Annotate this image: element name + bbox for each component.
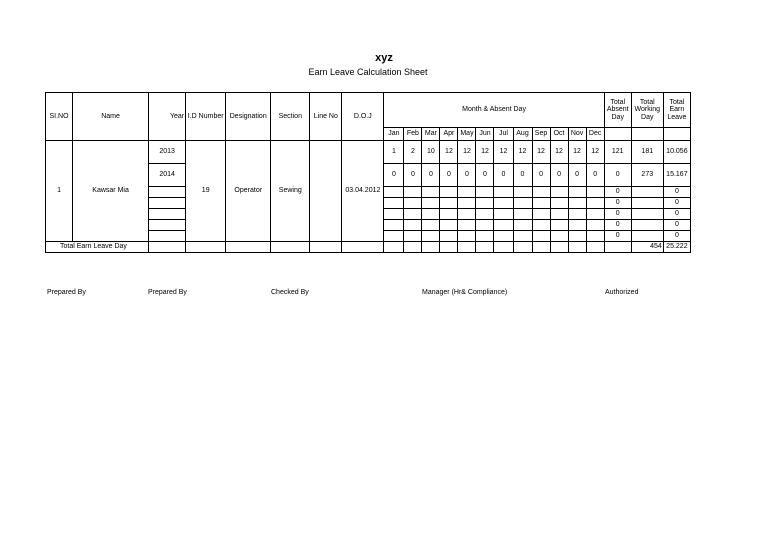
absent-cell: 0 (568, 164, 586, 187)
total-absent-cell: 0 (604, 220, 631, 231)
absent-cell (550, 220, 568, 231)
absent-cell (384, 198, 404, 209)
empty-cell (663, 128, 690, 141)
year-cell (149, 209, 186, 220)
absent-cell (532, 231, 550, 242)
absent-cell (550, 231, 568, 242)
total-earn-cell: 0 (663, 209, 690, 220)
total-earn-cell: 0 (663, 198, 690, 209)
empty-cell (384, 242, 404, 253)
absent-cell: 12 (494, 141, 513, 164)
empty-cell (604, 128, 631, 141)
absent-cell: 0 (422, 164, 440, 187)
empty-cell (149, 242, 186, 253)
absent-cell (568, 187, 586, 198)
absent-cell (404, 209, 422, 220)
total-earn-cell: 0 (663, 187, 690, 198)
total-absent-cell: 121 (604, 141, 631, 164)
absent-cell (440, 209, 458, 220)
absent-cell (513, 220, 532, 231)
absent-cell: 0 (458, 164, 476, 187)
absent-cell (404, 220, 422, 231)
absent-cell (404, 198, 422, 209)
month-header: Apr (440, 128, 458, 141)
absent-cell (458, 187, 476, 198)
total-absent-cell: 0 (604, 209, 631, 220)
absent-cell (513, 198, 532, 209)
prepared-by-label-2: Prepared By (148, 289, 187, 296)
absent-cell: 0 (532, 164, 550, 187)
month-header: Jul (494, 128, 513, 141)
month-header: Dec (586, 128, 604, 141)
month-header: Sep (532, 128, 550, 141)
absent-cell (476, 187, 494, 198)
absent-cell: 0 (494, 164, 513, 187)
col-header-total-working: Total Working Day (631, 93, 663, 128)
total-label: Total Earn Leave Day (46, 242, 149, 253)
absent-cell (422, 220, 440, 231)
absent-cell: 12 (532, 141, 550, 164)
absent-cell (532, 209, 550, 220)
absent-cell (568, 198, 586, 209)
absent-cell (568, 209, 586, 220)
empty-cell (226, 242, 271, 253)
absent-cell (494, 220, 513, 231)
absent-cell (550, 187, 568, 198)
absent-cell (513, 209, 532, 220)
year-cell (149, 220, 186, 231)
year-cell (149, 198, 186, 209)
col-header-month-absent: Month & Absent Day (384, 93, 604, 128)
employee-designation: Operator (226, 141, 271, 242)
absent-cell (440, 231, 458, 242)
col-header-year: Year (149, 93, 186, 141)
absent-cell (458, 220, 476, 231)
col-header-section: Section (271, 93, 310, 141)
absent-cell (550, 198, 568, 209)
absent-cell: 0 (550, 164, 568, 187)
absent-cell (422, 198, 440, 209)
table-row (46, 141, 691, 164)
year-cell (149, 187, 186, 198)
month-header: May (458, 128, 476, 141)
absent-cell: 12 (586, 141, 604, 164)
absent-cell (476, 231, 494, 242)
total-absent-cell: 0 (604, 187, 631, 198)
company-name: xyz (375, 52, 393, 64)
absent-cell (513, 231, 532, 242)
header-row (46, 93, 691, 128)
absent-cell: 0 (404, 164, 422, 187)
absent-cell (422, 187, 440, 198)
col-header-name: Name (73, 93, 149, 141)
employee-line-no (310, 141, 342, 242)
month-header: Feb (404, 128, 422, 141)
col-header-line-no: Line No (310, 93, 342, 141)
absent-cell (476, 209, 494, 220)
employee-name: Kawsar Mia (73, 141, 149, 242)
empty-cell (550, 242, 568, 253)
absent-cell: 12 (568, 141, 586, 164)
absent-cell (384, 209, 404, 220)
absent-cell (422, 231, 440, 242)
absent-cell (440, 220, 458, 231)
absent-cell (586, 187, 604, 198)
absent-cell (568, 231, 586, 242)
absent-cell (586, 198, 604, 209)
empty-cell (271, 242, 310, 253)
col-header-designation: Designation (226, 93, 271, 141)
month-header: Jan (384, 128, 404, 141)
total-earn-cell: 10.056 (663, 141, 690, 164)
absent-cell (384, 231, 404, 242)
absent-cell: 12 (476, 141, 494, 164)
total-working-cell (631, 231, 663, 242)
total-earn-cell: 0 (663, 220, 690, 231)
empty-cell (342, 242, 384, 253)
absent-cell (494, 231, 513, 242)
absent-cell: 2 (404, 141, 422, 164)
col-header-id-number: I.D Number (186, 93, 226, 141)
sheet-title: Earn Leave Calculation Sheet (308, 67, 428, 77)
empty-cell (532, 242, 550, 253)
absent-cell (440, 187, 458, 198)
absent-cell (586, 220, 604, 231)
col-header-sl-no: SI.NO (46, 93, 73, 141)
total-working-cell (631, 209, 663, 220)
absent-cell (494, 209, 513, 220)
grand-total-working: 454 (631, 242, 663, 253)
empty-cell (310, 242, 342, 253)
absent-cell (384, 220, 404, 231)
grand-total-earn: 25.222 (663, 242, 690, 253)
empty-cell (568, 242, 586, 253)
total-working-cell (631, 198, 663, 209)
absent-cell (586, 209, 604, 220)
absent-cell (513, 187, 532, 198)
absent-cell: 12 (513, 141, 532, 164)
manager-label: Manager (Hr& Compliance) (422, 289, 508, 296)
absent-cell (384, 187, 404, 198)
employee-sl-no: 1 (46, 141, 73, 242)
total-earn-cell: 0 (663, 231, 690, 242)
absent-cell: 1 (384, 141, 404, 164)
absent-cell: 10 (422, 141, 440, 164)
empty-cell (604, 242, 631, 253)
absent-cell (494, 187, 513, 198)
year-cell: 2014 (149, 164, 186, 187)
col-header-total-earn: Total Earn Leave (663, 93, 690, 128)
empty-cell (586, 242, 604, 253)
prepared-by-label: Prepared By (47, 289, 86, 296)
absent-cell: 0 (513, 164, 532, 187)
absent-cell (476, 198, 494, 209)
absent-cell (568, 220, 586, 231)
absent-cell (476, 220, 494, 231)
checked-by-label: Checked By (271, 289, 309, 296)
col-header-total-absent: Total Absent Day (604, 93, 631, 128)
total-working-cell: 273 (631, 164, 663, 187)
absent-cell (532, 187, 550, 198)
month-header: Mar (422, 128, 440, 141)
employee-section: Sewing (271, 141, 310, 242)
total-absent-cell: 0 (604, 198, 631, 209)
empty-cell (186, 242, 226, 253)
employee-doj: 03.04.2012 (342, 141, 384, 242)
month-header: Nov (568, 128, 586, 141)
month-header: Aug (513, 128, 532, 141)
absent-cell: 0 (586, 164, 604, 187)
absent-cell (532, 220, 550, 231)
absent-cell: 12 (440, 141, 458, 164)
absent-cell (440, 198, 458, 209)
total-absent-cell: 0 (604, 164, 631, 187)
col-header-doj: D.O.J (342, 93, 384, 141)
earn-leave-table (45, 92, 691, 253)
authorized-label: Authorized (605, 289, 639, 296)
absent-cell (532, 198, 550, 209)
absent-cell (494, 198, 513, 209)
empty-cell (631, 128, 663, 141)
total-working-cell: 181 (631, 141, 663, 164)
absent-cell (550, 209, 568, 220)
empty-cell (476, 242, 494, 253)
empty-cell (513, 242, 532, 253)
absent-cell (404, 187, 422, 198)
absent-cell (404, 231, 422, 242)
year-cell: 2013 (149, 141, 186, 164)
absent-cell (422, 209, 440, 220)
month-header: Jun (476, 128, 494, 141)
absent-cell (458, 198, 476, 209)
absent-cell: 12 (458, 141, 476, 164)
total-row (46, 242, 691, 253)
absent-cell (458, 209, 476, 220)
employee-id: 19 (186, 141, 226, 242)
month-header: Oct (550, 128, 568, 141)
absent-cell (458, 231, 476, 242)
absent-cell (586, 231, 604, 242)
empty-cell (494, 242, 513, 253)
total-working-cell (631, 187, 663, 198)
year-cell (149, 231, 186, 242)
total-earn-cell: 15.167 (663, 164, 690, 187)
absent-cell: 0 (440, 164, 458, 187)
empty-cell (404, 242, 422, 253)
total-absent-cell: 0 (604, 231, 631, 242)
empty-cell (458, 242, 476, 253)
absent-cell: 12 (550, 141, 568, 164)
empty-cell (422, 242, 440, 253)
total-working-cell (631, 220, 663, 231)
absent-cell: 0 (476, 164, 494, 187)
absent-cell: 0 (384, 164, 404, 187)
empty-cell (440, 242, 458, 253)
